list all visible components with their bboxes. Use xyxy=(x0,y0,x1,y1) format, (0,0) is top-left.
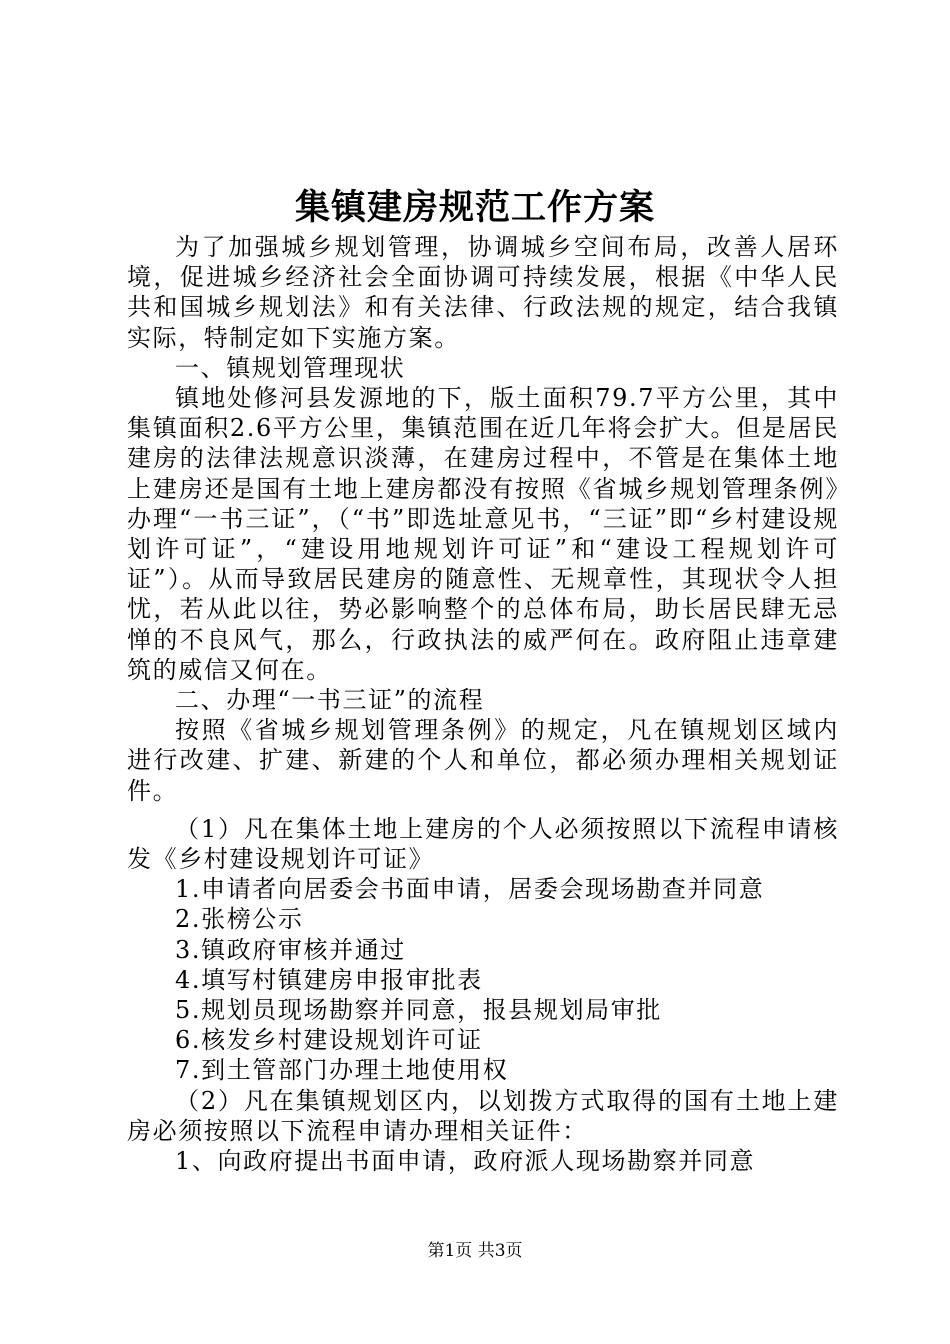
document-title: 集镇建房规范工作方案 xyxy=(294,187,655,228)
page-number: 第1页 共3页 xyxy=(427,1241,523,1261)
section-heading-2: 二、办理“一书三证”的流程 xyxy=(175,686,485,715)
list-item: 3.镇政府审核并通过 xyxy=(175,935,406,964)
intro-paragraph: 为了加强城乡规划管理，协调城乡空间布局，改善人居环境，促进城乡经济社会全面协调可持续发展，根据《中华人民共和国城乡规划法》和有关法律、行政法规的规定，结合我镇实际，特制定如下实施方案。 xyxy=(127,233,839,352)
list-item: 1、向政府提出书面申请，政府派人现场勘察并同意 xyxy=(175,1147,756,1176)
status-paragraph: 镇地处修河县发源地的下，版土面积79.7平方公里，其中集镇面积2.6平方公里，集镇范围在近几年将会扩大。但是居民建房的法律法规意识淡薄，在建房过程中，不管是在集体土地上建房还是国有土地上建房都没有按照《省城乡规划管理条例》办理“一书三证”，（“书”即选址意见书，“三证”即“乡村建设规划许可证”，“建设用地规划许可证”和“建设工程规划许可证”）。从而导致居民建房的随意性、无规章性，其现状令人担忧，若从此以往，势必影响整个的总体布局，助长居民肆无忌惮的不良风气，那么，行政执法的威严何在。政府阻止违章建筑的威信又何在。 xyxy=(127,384,839,684)
list-item: 5.规划员现场勘察并同意，报县规划局审批 xyxy=(175,996,662,1025)
section-heading-1: 一、镇规划管理现状 xyxy=(175,353,406,382)
list-item: 4.填写村镇建房申报审批表 xyxy=(175,965,483,994)
list-item: 6.核发乡村建设规划许可证 xyxy=(175,1026,483,1055)
procedure-2-intro: （2）凡在集镇规划区内，以划拨方式取得的国有土地上建房必须按照以下流程申请办理相关证件： xyxy=(127,1086,839,1145)
regulation-paragraph: 按照《省城乡规划管理条例》的规定，凡在镇规划区域内进行改建、扩建、新建的个人和单位，都必须办理相关规划证件。 xyxy=(127,716,839,805)
list-item: 7.到土管部门办理土地使用权 xyxy=(175,1056,509,1085)
document-body xyxy=(127,232,839,1176)
list-item: 1.申请者向居委会书面申请，居委会现场勘查并同意 xyxy=(175,875,765,904)
procedure-1-intro: （1）凡在集体土地上建房的个人必须按照以下流程申请核发《乡村建设规划许可证》 xyxy=(127,814,839,874)
list-item: 2.张榜公示 xyxy=(175,905,304,934)
